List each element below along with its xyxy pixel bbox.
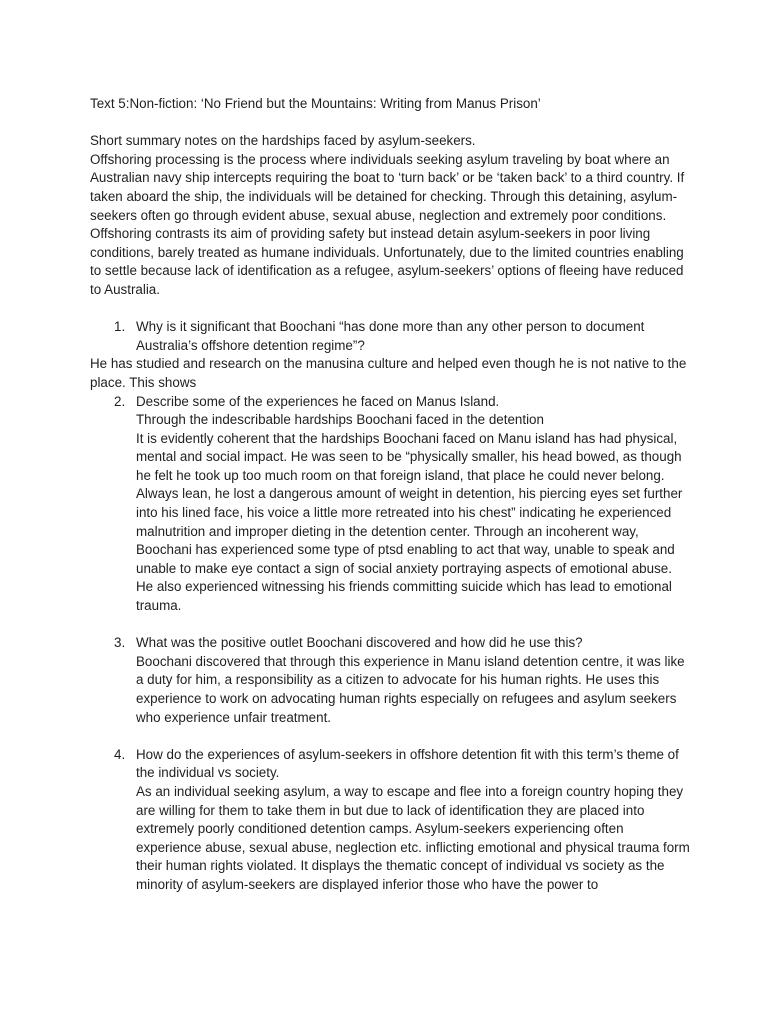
- question-number: 2.: [114, 393, 126, 409]
- question-number: 4.: [114, 746, 126, 762]
- list-spacer: [90, 616, 690, 635]
- question-text: Describe some of the experiences he faced on Manus Island.: [136, 393, 500, 409]
- summary-heading: Short summary notes on the hardships faced by asylum-seekers.: [90, 133, 476, 149]
- question-item-4: [90, 746, 690, 895]
- document-page: [90, 95, 690, 895]
- question-item-2: [90, 393, 690, 616]
- question-list: [90, 318, 690, 355]
- answer-text: He has studied and research on the manusina culture and helped even though he is not native to the place. This shows: [90, 356, 687, 390]
- document-title: Text 5:Non-fiction: ‘No Friend but the Mountains: Writing from Manus Prison’: [90, 96, 541, 111]
- list-spacer: [90, 727, 690, 746]
- question-number: 1.: [114, 319, 126, 335]
- answer-lead: Through the indescribable hardships Boochani faced in the detention: [136, 412, 544, 428]
- answer-text: It is evidently coherent that the hardships Boochani faced on Manu island has had physical, mental and social impact. He was seen to be “physically smaller, his head bowed, as though he felt he took up too much room on that foreign island, that place he could never belong. Always lean, he lost a dangerous amount of weight in detention, his piercing eyes set further into his lined face, his voice a little more retreated into his chest” indicating he experienced malnutrition and improper dieting in the detention center. Through an incoherent way, Boochani has experienced some type of ptsd enabling to act that way, unable to speak and unable to make eye contact a sign of social anxiety portraying aspects of emotional abuse. He also experienced witnessing his friends committing suicide which has lead to emotional trauma.: [136, 430, 683, 614]
- answer-text: Boochani discovered that through this experience in Manu island detention centre, it was like a duty for him, a responsibility as a citizen to advocate for his human rights. He uses this experience to work on advocating human rights especially on refugees and asylum seekers who experience unfair treatment.: [136, 653, 685, 725]
- question-text: What was the positive outlet Boochani discovered and how did he use this?: [136, 635, 583, 651]
- question-text: How do the experiences of asylum-seekers in offshore detention fit with this term’s theme of the individual vs society.: [136, 746, 679, 781]
- summary-section: [90, 132, 690, 299]
- question-text: Why is it significant that Boochani “has done more than any other person to document Australia’s offshore detention regime”?: [136, 319, 645, 353]
- answer-text: As an individual seeking asylum, a way to escape and flee into a foreign country hoping they are willing for them to take them in but due to lack of identification they are placed into extremely poorly conditioned detention camps. Asylum-seekers experiencing often experience abuse, sexual abuse, neglection etc. inflicting emotional and physical trauma form their human rights violated. It displays the thematic concept of individual vs society as the minority of asylum-seekers are displayed inferior those who have the power to: [136, 783, 690, 892]
- question-item-1: [90, 318, 690, 355]
- summary-body: Offshoring processing is the process where individuals seeking asylum traveling by boat where an Australian navy ship intercepts requiring the boat to ‘turn back’ or be ‘taken back’ to a third country. If taken aboard the ship, the individuals will be detained for checking. Through this detaining, asylum-seekers often go through evident abuse, sexual abuse, neglection and extremely poor conditions. Offshoring contrasts its aim of providing safety but instead detain asylum-seekers in poor living conditions, barely treated as humane individuals. Unfortunately, due to the limited countries enabling to settle because lack of identification as a refugee, asylum-seekers’ options of fleeing have reduced to Australia.: [90, 151, 685, 297]
- question-number: 3.: [114, 635, 126, 651]
- question-list-continued: [90, 393, 690, 895]
- question-item-3: [90, 634, 690, 727]
